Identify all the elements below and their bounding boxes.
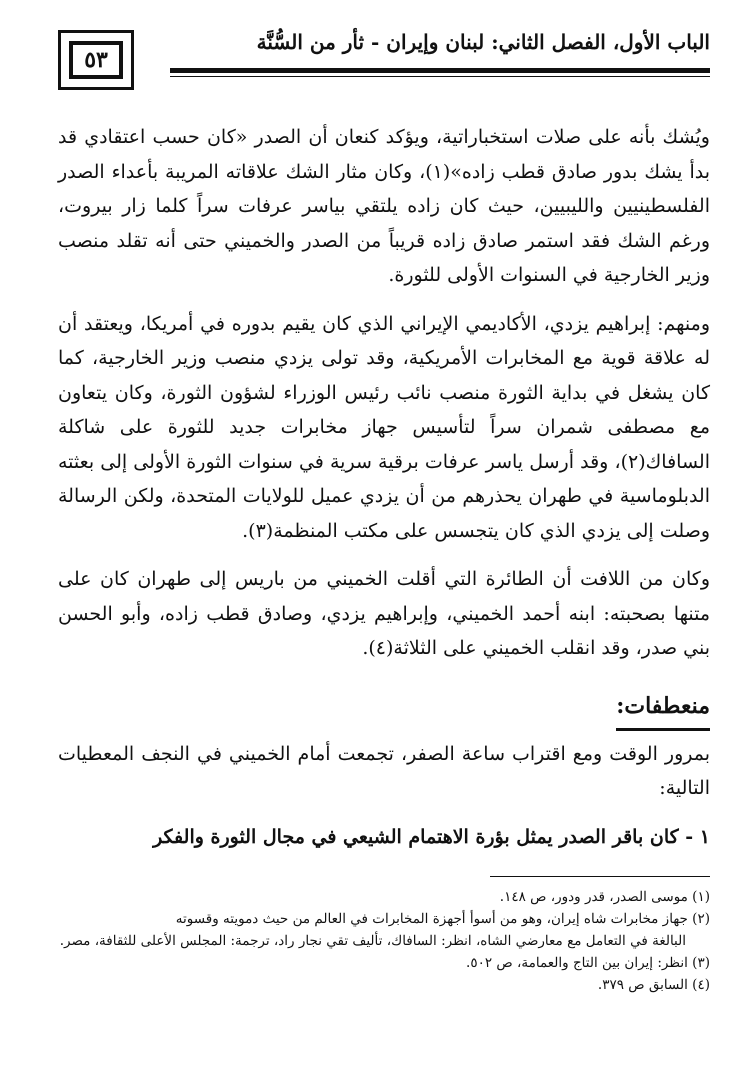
running-title: الباب الأول، الفصل الثاني: لبنان وإيران - ثأر من السُّنَّة bbox=[256, 30, 710, 54]
footnotes bbox=[58, 886, 710, 996]
header-rule-thin bbox=[170, 76, 710, 77]
section-intro: بمرور الوقت ومع اقتراب ساعة الصفر، تجمعت أمام الخميني في النجف المعطيات التالية: bbox=[58, 742, 710, 799]
footnote-1: (١) موسى الصدر، قدر ودور، ص ١٤٨. bbox=[499, 889, 710, 905]
paragraph-2: ومنهم: إبراهيم يزدي، الأكاديمي الإيراني الذي كان يقيم بدوره في أمريكا، ويعتقد أن له علاقة قوية مع المخابرات الأمريكية، وقد تولى يزدي منصب وزير الخارجية، كما كان يشغل في بداية الثورة منصب نائب رئيس الوزراء لشؤون الثورة، وكان يتعاون مع مصطفى شمران سراً لتأسيس جهاز مخابرات جديد للثورة على شاكلة السافاك(٢)، وقد أرسل ياسر عرفات برقية سرية في سنوات الثورة الأولى إلى بعثته الدبلوماسية في طهران يحذرهم من أن يزدي عميل للولايات المتحدة، ولكن الرسالة وصلت إلى يزدي الذي كان يتجسس على مكتب المنظمة(٣). bbox=[58, 312, 710, 542]
page-number-frame bbox=[58, 30, 134, 90]
footnote-2-continued: البالغة في التعامل مع معارضي الشاه، انظر: السافاك، تأليف تقي نجار راد، ترجمة: المجلس الأعلى للثقافة، مصر. bbox=[59, 933, 686, 949]
section-heading: منعطفات: bbox=[616, 686, 710, 731]
page-header bbox=[70, 30, 710, 100]
footnote-separator bbox=[490, 876, 710, 877]
footnote-4: (٤) السابق ص ٣٧٩. bbox=[597, 977, 710, 993]
body-text bbox=[58, 120, 710, 854]
section-heading-wrap bbox=[58, 680, 710, 737]
footnote-3: (٣) انظر: إيران بين التاج والعمامة، ص ٥٠٢. bbox=[466, 955, 710, 971]
footnote-2: (٢) جهاز مخابرات شاه إيران، وهو من أسوأ أجهزة المخابرات في العالم من حيث دمويته وقسوته bbox=[175, 911, 710, 927]
header-rule-thick bbox=[170, 68, 710, 73]
list-item-1: ١ - كان باقر الصدر يمثل بؤرة الاهتمام الشيعي في مجال الثورة والفكر bbox=[153, 825, 710, 848]
page-number: ٥٣ bbox=[69, 41, 123, 79]
paragraph-3: وكان من اللافت أن الطائرة التي أقلت الخميني من باريس إلى طهران كان على متنها بصحبته: ابنه أحمد الخميني، وإبراهيم يزدي، وصادق قطب زاده، وأبو الحسن بني صدر، وقد انقلب الخميني على الثلاثة(٤). bbox=[58, 568, 710, 659]
paragraph-1: ويُشك بأنه على صلات استخباراتية، ويؤكد كنعان أن الصدر «كان حسب اعتقادي قد بدأ يشك بدور صادق قطب زاده»(١)، وكان مثار الشك علاقاته المريبة بأعداء الصدر الفلسطينيين والليبيين، حيث كان زاده يلتقي بياسر عرفات سراً كلما زار بيروت، ورغم الشك فقد استمر صادق زاده قريباً من الصدر والخميني حتى أنه تقلد منصب وزير الخارجية في السنوات الأولى للثورة. bbox=[58, 126, 710, 286]
